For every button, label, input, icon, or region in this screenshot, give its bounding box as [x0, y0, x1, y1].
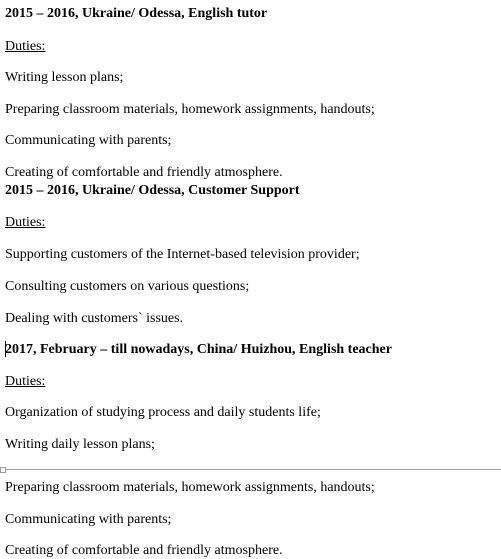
duty-item: Consulting customers on various questions;: [5, 279, 250, 294]
duties-label: Duties:: [5, 39, 46, 54]
job-heading: 2017, February – till nowadays, China/ Huizhou, English teacher: [5, 342, 392, 357]
job-heading: 2015 – 2016, Ukraine/ Odessa, Customer Support: [5, 183, 300, 198]
duty-item: Communicating with parents;: [5, 133, 172, 148]
page-break-rule: [6, 469, 501, 470]
page-break-marker: [0, 467, 6, 473]
duty-item: Communicating with parents;: [5, 512, 172, 527]
page-break: [0, 467, 501, 473]
duty-item: Creating of comfortable and friendly atmosphere.: [5, 543, 283, 558]
duty-item: Preparing classroom materials, homework assignments, handouts;: [5, 480, 375, 495]
duty-item: Preparing classroom materials, homework assignments, handouts;: [5, 102, 375, 117]
duties-label: Duties:: [5, 374, 46, 389]
job-heading: 2015 – 2016, Ukraine/ Odessa, English tutor: [5, 6, 268, 21]
duty-item: Organization of studying process and daily students life;: [5, 405, 321, 420]
duty-item: Writing lesson plans;: [5, 70, 124, 85]
duty-item: Supporting customers of the Internet-based television provider;: [5, 247, 360, 262]
duties-label: Duties:: [5, 215, 46, 230]
duty-item: Creating of comfortable and friendly atmosphere.: [5, 165, 283, 180]
duty-item: Writing daily lesson plans;: [5, 437, 155, 452]
duty-item: Dealing with customers` issues.: [5, 311, 184, 326]
